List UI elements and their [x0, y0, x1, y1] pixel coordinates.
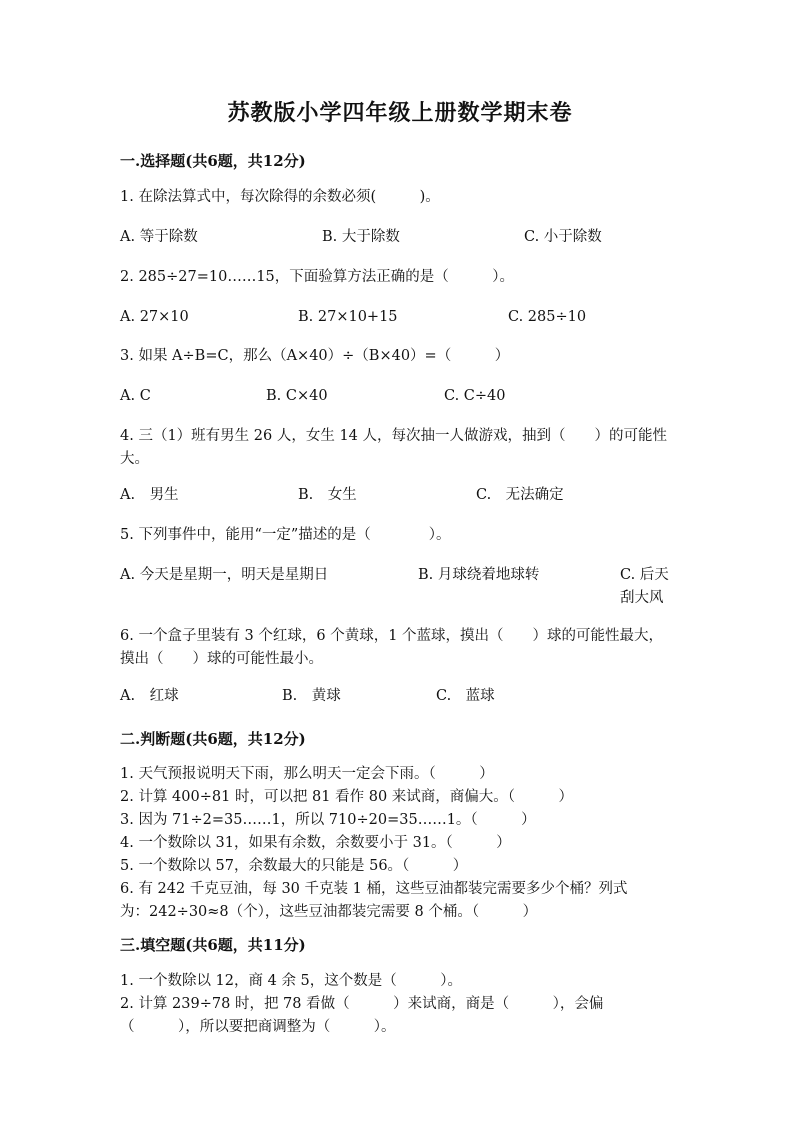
question-stem: 4. 三（1）班有男生 26 人，女生 14 人，每次抽一人做游戏，抽到（ ）的可能性大。	[120, 428, 668, 467]
option-c: C. 285÷10	[508, 309, 587, 325]
option-a: A. C	[120, 388, 151, 404]
question-stem: 1. 在除法算式中，每次除得的余数必须( )。	[120, 189, 440, 205]
question-stem: 6. 一个盒子里装有 3 个红球，6 个黄球，1 个蓝球，摸出（ ）球的可能性最大，摸出（ ）球的可能性最小。	[120, 628, 664, 667]
option-a: A. 男生	[120, 487, 179, 503]
section-heading-fill-blank: 三.填空题(共6题，共11分)	[120, 936, 306, 954]
option-a: A. 等于除数	[120, 229, 198, 245]
option-c: C. C÷40	[444, 388, 506, 404]
section-heading-judgement: 二.判断题(共6题，共12分)	[120, 730, 306, 748]
judgement-item: 4. 一个数除以 31，如果有余数，余数要小于 31。（ ）	[120, 835, 511, 851]
option-a: A. 27×10	[120, 309, 189, 325]
fill-blank-item-continued: （ ），所以要把商调整为（ ）。	[120, 1019, 396, 1035]
option-b: B. C×40	[266, 388, 328, 404]
option-c: C. 蓝球	[436, 688, 495, 704]
judgement-item: 5. 一个数除以 57，余数最大的只能是 56。（ ）	[120, 858, 468, 874]
option-b: B. 月球绕着地球转	[418, 567, 540, 583]
fill-blank-item: 2. 计算 239÷78 时，把 78 看做（ ）来试商，商是（ ），会偏	[120, 996, 604, 1012]
question-stem: 5. 下列事件中，能用“一定”描述的是（ ）。	[120, 527, 451, 543]
option-c: C. 后天刮大风	[620, 567, 669, 606]
judgement-item: 6. 有 242 千克豆油，每 30 千克装 1 桶，这些豆油都装完需要多少个桶？列式	[120, 881, 628, 897]
option-b: B. 黄球	[282, 688, 341, 704]
option-b: B. 女生	[298, 487, 357, 503]
judgement-item: 2. 计算 400÷81 时，可以把 81 看作 80 来试商，商偏大。（ ）	[120, 789, 574, 805]
option-a: A. 今天是星期一，明天是星期日	[120, 567, 329, 583]
option-a: A. 红球	[120, 688, 179, 704]
fill-blank-item: 1. 一个数除以 12，商 4 余 5，这个数是（ ）。	[120, 973, 463, 989]
option-b: B. 大于除数	[322, 229, 400, 245]
judgement-item: 1. 天气预报说明天下雨，那么明天一定会下雨。（ ）	[120, 766, 494, 782]
question-stem: 3. 如果 A÷B=C，那么（A×40）÷（B×40）=（ ）	[120, 348, 510, 364]
question-stem: 2. 285÷27=10……15，下面验算方法正确的是（ ）。	[120, 269, 515, 285]
judgement-item-continued: 为：242÷30≈8（个），这些豆油都装完需要 8 个桶。（ ）	[120, 904, 538, 920]
option-b: B. 27×10+15	[298, 309, 398, 325]
judgement-item: 3. 因为 71÷2=35……1，所以 710÷20=35……1。（ ）	[120, 812, 536, 828]
section-heading-choice: 一.选择题(共6题，共12分)	[120, 152, 306, 170]
page-title: 苏教版小学四年级上册数学期末卷	[227, 100, 573, 126]
option-c: C. 无法确定	[476, 487, 564, 503]
option-c: C. 小于除数	[524, 229, 602, 245]
